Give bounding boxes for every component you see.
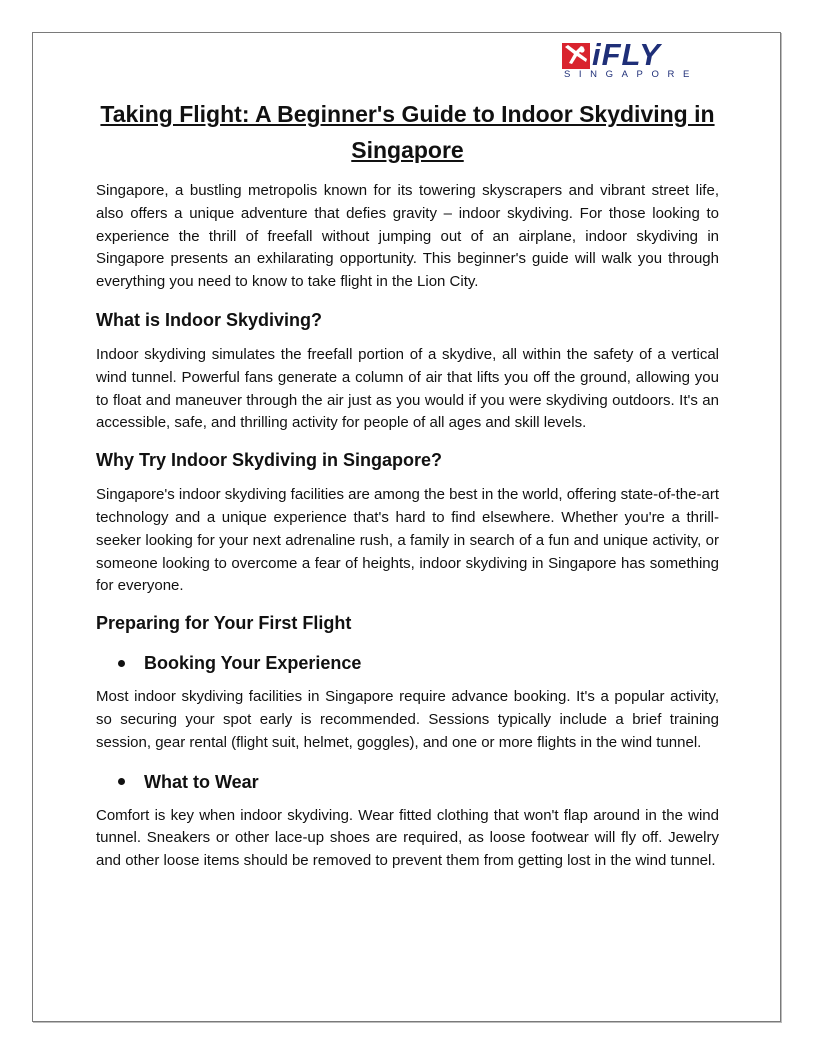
bullet-dot-icon: [118, 778, 125, 785]
bullet-booking: [96, 651, 719, 675]
section-body-what-is: Indoor skydiving simulates the freefall portion of a skydive, all within the safety of a vertical wind tunnel. Powerful fans generate a column of air that lifts you off the ground, allowing you to float and maneuver through the air just as you would if you were skydiving outdoors. It's an accessible, safe, and thrilling activity for people of all ages and skill levels.: [96, 345, 719, 432]
subsection-heading-booking: Booking Your Experience: [144, 653, 362, 674]
logo-subtitle: SINGAPORE: [564, 69, 698, 80]
article-title: Taking Flight: A Beginner's Guide to Indoor Skydiving in Singapore: [100, 101, 715, 163]
ifly-singapore-logo: [562, 37, 702, 83]
subsection-body-what-to-wear: Comfort is key when indoor skydiving. Wear fitted clothing that won't flap around in the wind tunnel. Sneakers or other lace-up shoes are required, as loose footwear will fly off. Jewelry and other loose items should be removed to prevent them from getting lost in the wind tunnel.: [96, 806, 719, 870]
bullet-dot-icon: [118, 660, 125, 667]
bullet-what-to-wear: [96, 770, 719, 794]
intro-paragraph: Singapore, a bustling metropolis known for its towering skyscrapers and vibrant street life, also offers a unique adventure that defies gravity – indoor skydiving. For those looking to experience the thrill of freefall without jumping out of an airplane, indoor skydiving in Singapore presents an exhilarating opportunity. This beginner's guide will walk you through everything you need to know to take flight in the Lion City.: [96, 182, 719, 291]
subsection-body-booking: Most indoor skydiving facilities in Singapore require advance booking. It's a popular activity, so securing your spot early is recommended. Sessions typically include a brief training session, gear rental (flight suit, helmet, goggles), and one or more flights in the wind tunnel.: [96, 688, 719, 751]
subsection-heading-what-to-wear: What to Wear: [144, 771, 259, 792]
section-heading-why-try: Why Try Indoor Skydiving in Singapore?: [96, 450, 443, 471]
section-heading-preparing: Preparing for Your First Flight: [96, 613, 352, 634]
logo-wordmark: iFLY: [592, 37, 661, 72]
article: [96, 96, 719, 873]
skydiver-logo-icon: [562, 43, 592, 71]
section-heading-what-is: What is Indoor Skydiving?: [96, 309, 323, 330]
section-body-why-try: Singapore's indoor skydiving facilities are among the best in the world, offering state-of-the-art technology and a unique experience that's hard to find elsewhere. Whether you're a thrill-seeker looking for your next adrenaline rush, a family in search of a fun and unique activity, or someone looking to overcome a fear of heights, indoor skydiving in Singapore has something for everyone.: [96, 486, 719, 595]
